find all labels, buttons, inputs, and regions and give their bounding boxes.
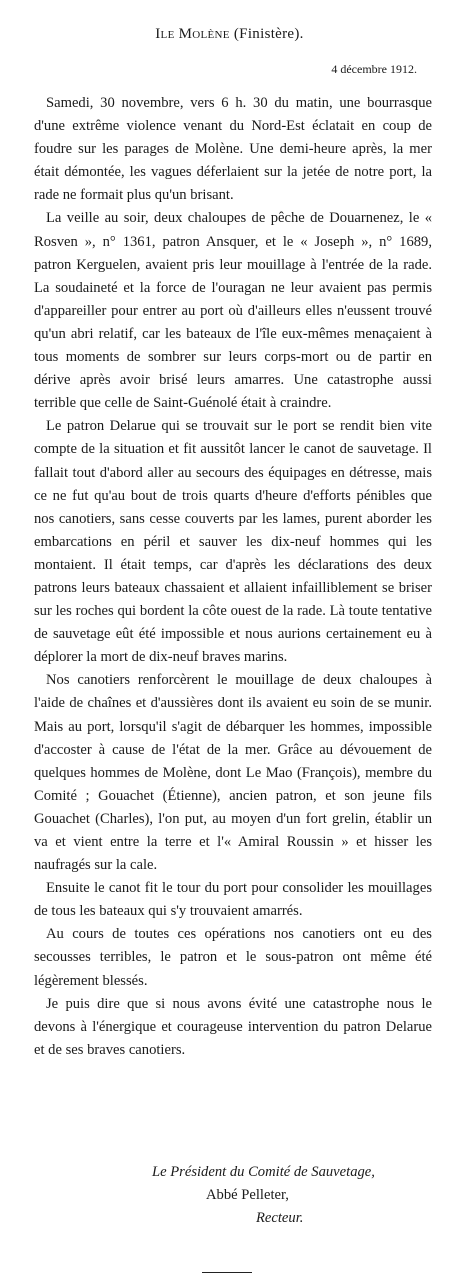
closing-rule	[202, 1272, 252, 1273]
paragraph: Samedi, 30 novembre, vers 6 h. 30 du matin, une bourrasque d'une extrême violence venant du Nord-Est éclatait en coup de foudre sur les parages de Molène. Une demi-heure après, la mer était démontée, les vagues déferlaient sur la jetée de notre port, la rade ne formait plus qu'un brisant.	[34, 95, 432, 204]
signature-title: Le Président du Comité de Sauvetage,	[152, 1164, 375, 1180]
paragraph: Ensuite le canot fit le tour du port pour consolider les mouillages de tous les bateaux qui s'y trouvaient amarrés.	[34, 880, 432, 920]
signature-block	[0, 1161, 459, 1230]
letter-body	[34, 92, 432, 1062]
paragraph: Je puis dire que si nous avons évité une catastrophe nous le devons à l'énergique et courageuse intervention du patron Delarue et de ses braves canotiers.	[34, 995, 432, 1058]
heading-place: Ile Molène	[155, 26, 230, 42]
signature-role: Recteur.	[256, 1210, 304, 1226]
page-heading	[0, 26, 459, 43]
letter-date: 4 décembre 1912.	[331, 62, 417, 76]
paragraph: Le patron Delarue qui se trouvait sur le port se rendit bien vite compte de la situation et fit aussitôt lancer le canot de sauvetage. Il fallait tout d'abord aller au secours des équipages en détresse, mais ce ne fut qu'au bout de trois quarts d'heure d'efforts pénibles que nos canotiers, sans cesse couverts par les lames, purent aborder les embarcations en péril et sauver les dix-neuf hommes qui les montaient. Il était temps, car d'après les déclarations des deux patrons leurs bateaux chassaient et allaient infailliblement se briser sur les roches qui bordent la côte ouest de la rade. Là toute tentative de sauvetage eût été impossible et nous aurions certainement eu à déplorer la mort de dix-neuf braves marins.	[34, 418, 432, 666]
heading-region: (Finistère).	[233, 26, 304, 42]
paragraph: La veille au soir, deux chaloupes de pêche de Douarnenez, le « Rosven », n° 1361, patron Ansquer, et le « Joseph », n° 1689, patron Kerguelen, avaient pris leur mouillage à l'entrée de la rade. La soudaineté et la force de l'ouragan ne leur avaient pas permis d'appareiller pour entrer au port où d'ailleurs elles n'eussent trouvé qu'un abri relatif, car les bateaux de l'île eux-mêmes menaçaient à tous moments de sombrer sur leurs corps-mort ou de partir en dérive après avoir brisé leurs amarres. Une catastrophe aussi terrible que celle de Saint-Guénolé était à craindre.	[34, 210, 432, 412]
signature-name: Abbé Pelleter,	[206, 1187, 289, 1203]
paragraph: Au cours de toutes ces opérations nos canotiers ont eu des secousses terribles, le patron et le sous-patron ont même été légèrement blessés.	[34, 926, 432, 989]
paragraph: Nos canotiers renforcèrent le mouillage de deux chaloupes à l'aide de chaînes et d'aussières dont ils avaient eu soin de se munir. Mais au port, lorsqu'il s'agit de débarquer les hommes, impossible d'accoster à cause de l'état de la mer. Grâce au dévouement de quelques hommes de Molène, dont Le Mao (François), membre du Comité ; Gouachet (Étienne), ancien patron, et son jeune fils Gouachet (Charles), l'on put, au moyen d'un fort grelin, établir un va et vient entre la terre et l'« Amiral Roussin » et hisser les naufragés sur la cale.	[34, 672, 432, 874]
